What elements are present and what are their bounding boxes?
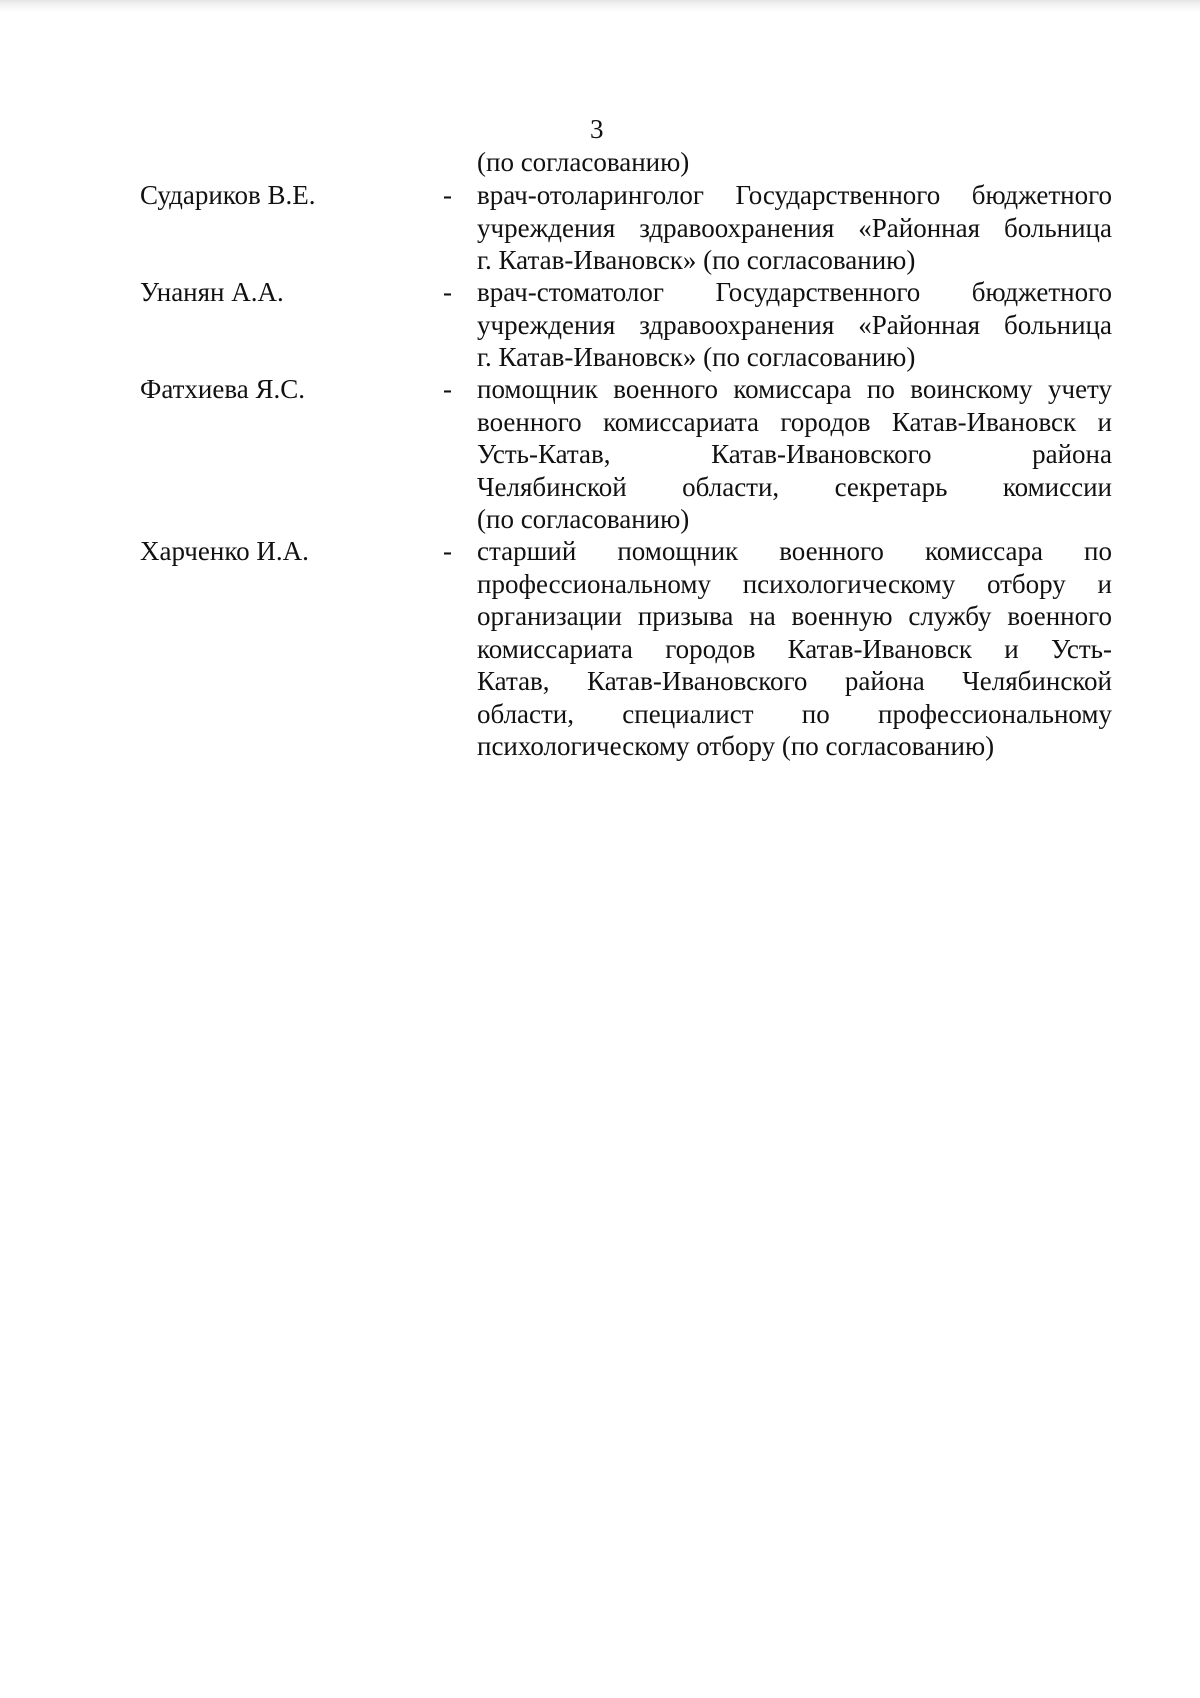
position-line: врач-стоматолог Государственного бюджетного bbox=[477, 277, 1112, 307]
position-line: старший помощник военного комиссара по bbox=[477, 536, 1112, 566]
scan-edge-shadow bbox=[0, 0, 1200, 12]
position-line: организации призыва на военную службу военного bbox=[477, 601, 1112, 631]
position-line: (по согласованию) bbox=[477, 504, 690, 534]
position-line: помощник военного комиссара по воинскому учету bbox=[477, 374, 1112, 404]
dash-separator: - bbox=[443, 374, 452, 404]
position-line: области, специалист по профессиональному bbox=[477, 698, 1112, 729]
position-line: комиссариата городов Катав-Ивановск и Усть- bbox=[477, 633, 1112, 664]
dash-separator: - bbox=[443, 180, 452, 210]
position-line: Катав, Катав-Ивановского района Челябинской bbox=[477, 666, 1112, 696]
position-line: г. Катав-Ивановск» (по согласованию) bbox=[477, 245, 916, 275]
member-name: Фатхиева Я.С. bbox=[140, 374, 305, 404]
position-line: психологическому отбору (по согласованию) bbox=[477, 731, 995, 761]
member-position bbox=[477, 373, 1112, 536]
position-line: Усть-Катав, Катав-Ивановского района bbox=[477, 439, 1112, 469]
position-line: Челябинской области, секретарь комиссии bbox=[477, 471, 1112, 502]
dash-separator: - bbox=[443, 277, 452, 307]
position-line: учреждения здравоохранения «Районная больница bbox=[477, 212, 1112, 243]
member-position bbox=[477, 179, 1112, 277]
position-line: военного комиссариата городов Катав-Ивановск и bbox=[477, 406, 1112, 437]
page-number: 3 bbox=[590, 114, 604, 144]
member-name: Унанян А.А. bbox=[140, 277, 284, 307]
member-position bbox=[477, 535, 1112, 763]
position-line: врач-отоларинголог Государственного бюджетного bbox=[477, 180, 1112, 210]
position-line: учреждения здравоохранения «Районная больница bbox=[477, 309, 1112, 340]
position-line: профессиональному психологическому отбору и bbox=[477, 568, 1112, 599]
member-name: Судариков В.Е. bbox=[140, 180, 316, 210]
dash-separator: - bbox=[443, 536, 452, 566]
position-line: г. Катав-Ивановск» (по согласованию) bbox=[477, 342, 916, 372]
member-name: Харченко И.А. bbox=[140, 536, 309, 566]
member-position bbox=[477, 276, 1112, 374]
continuation-note: (по согласованию) bbox=[477, 147, 690, 177]
